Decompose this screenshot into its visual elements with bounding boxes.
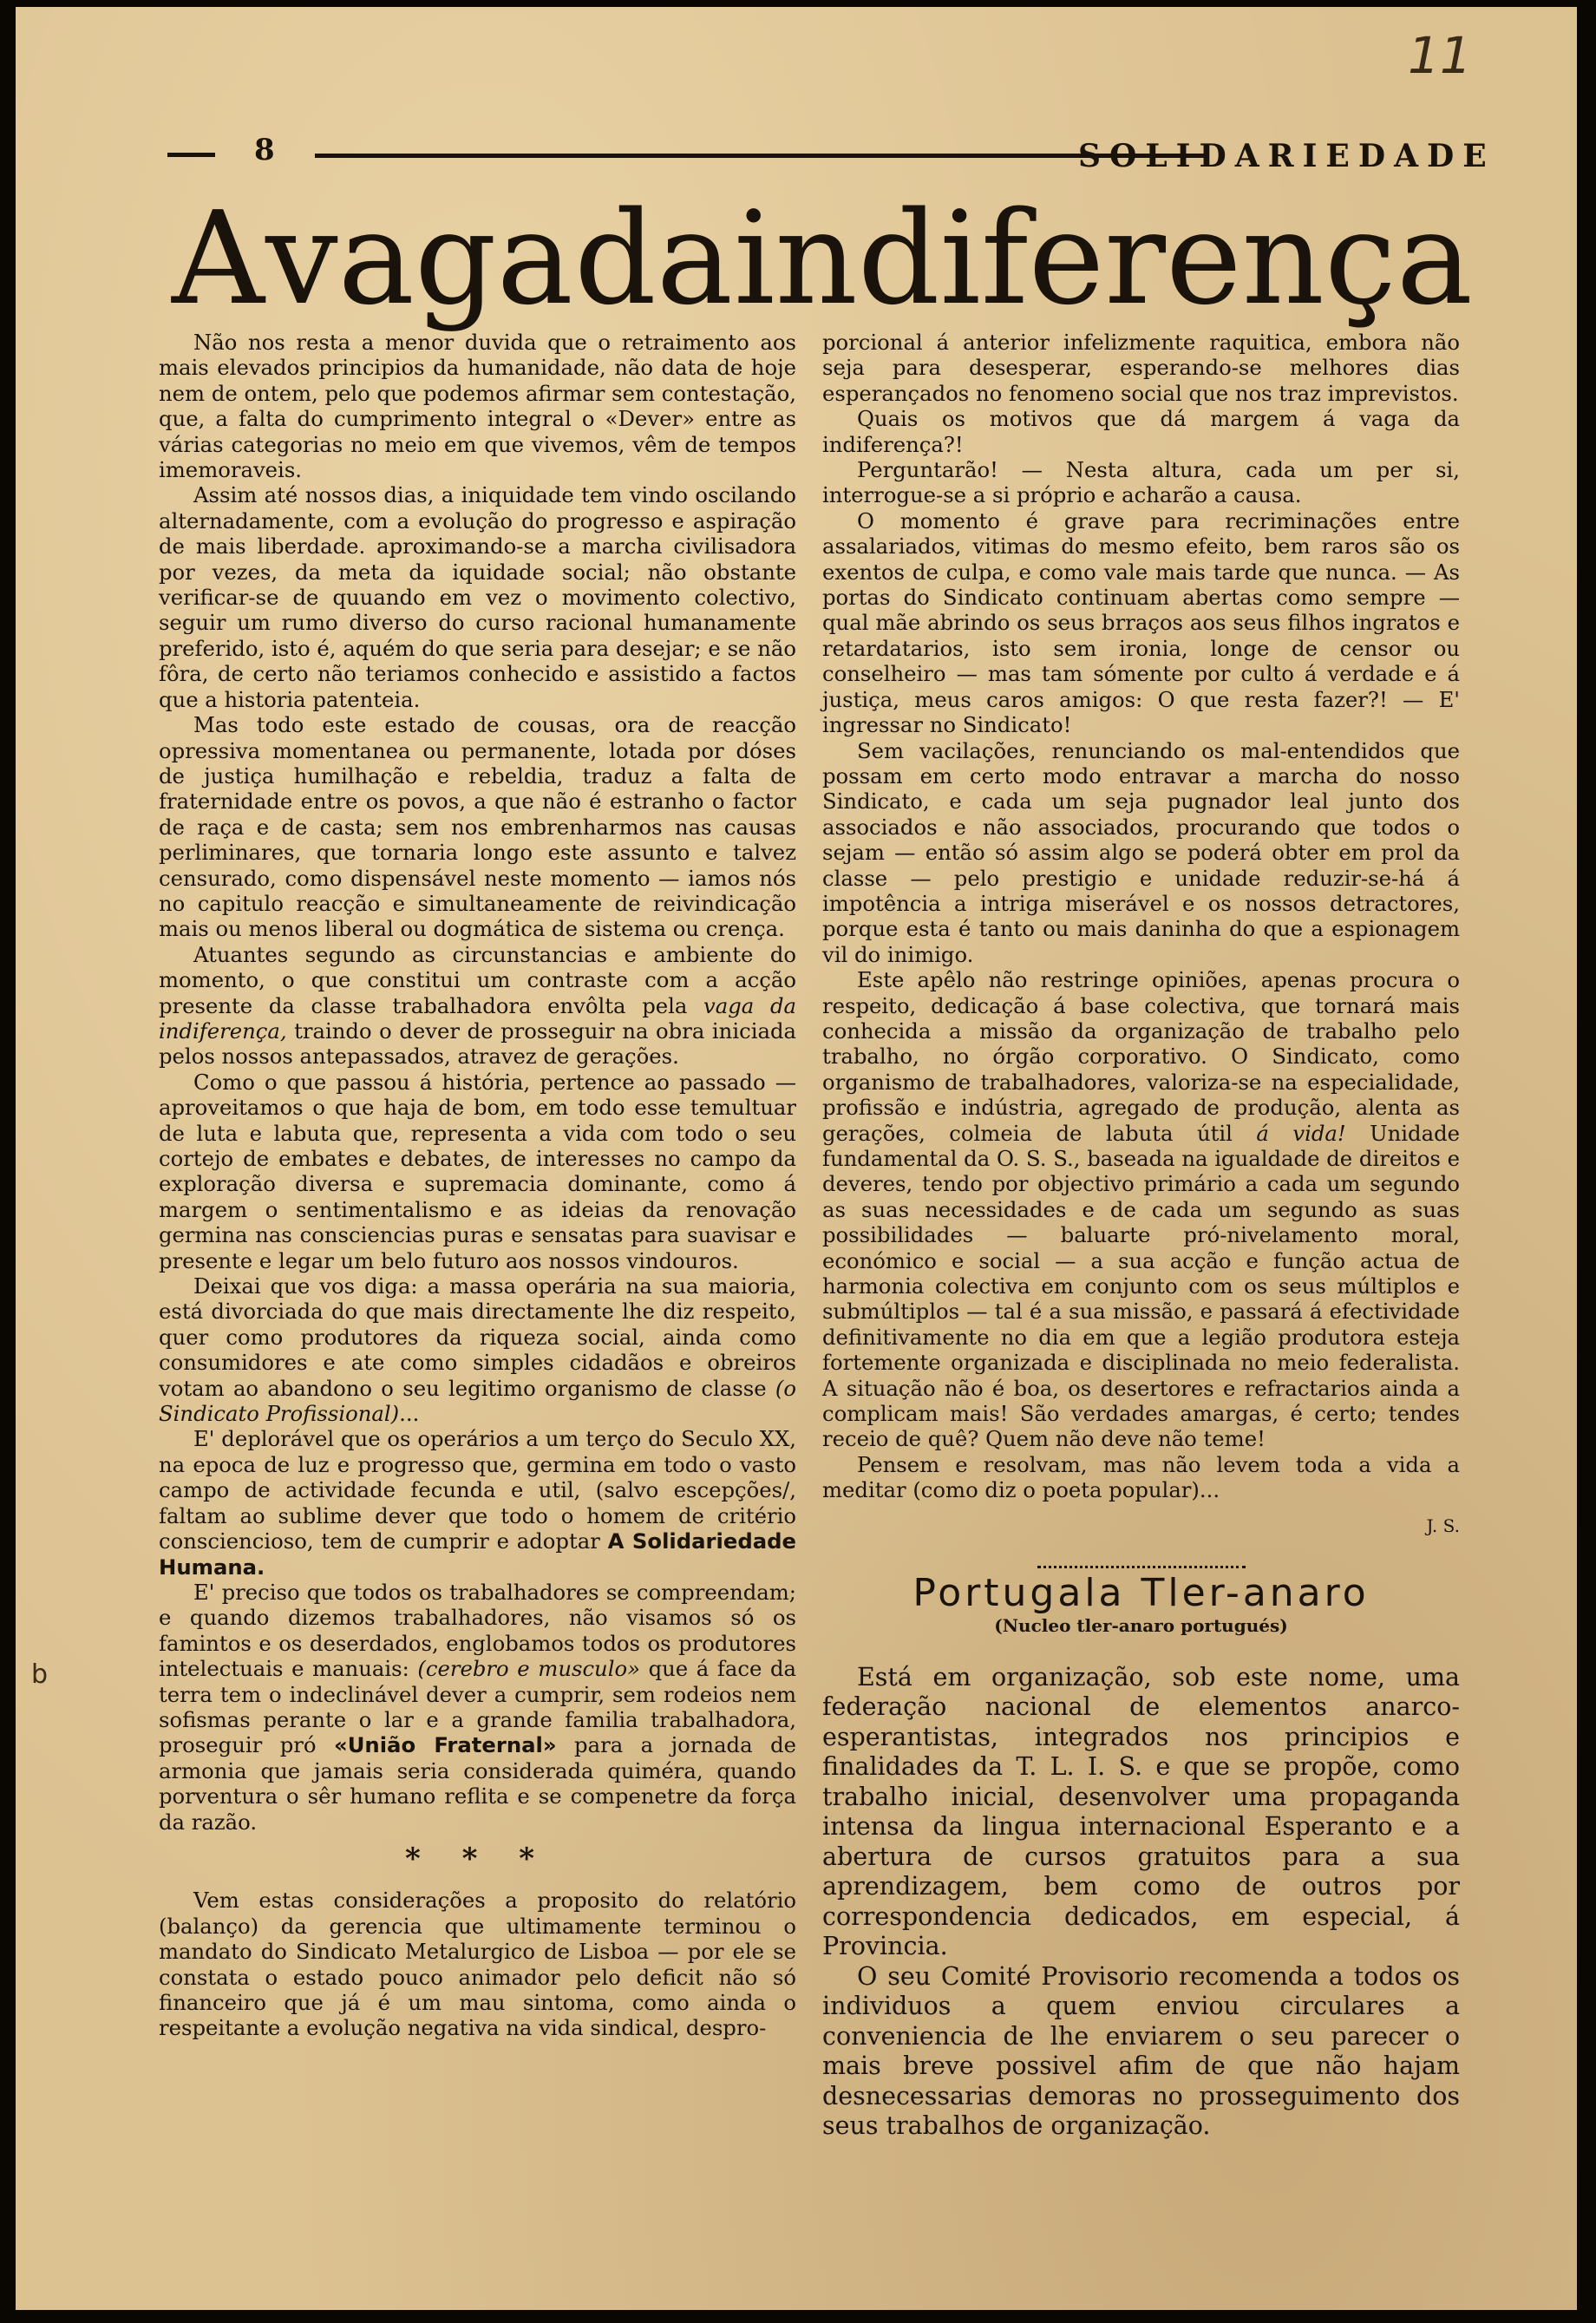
publication-name: SOLIDARIEDADE bbox=[1078, 138, 1495, 174]
paragraph: Está em organização, sob este nome, uma federação nacional de elementos anarco-esperantistas, integrados nos principios e finalidades da T. L. I. S. e que se propõe, como trabalho inicial, desenvolver uma propaganda intensa da lingua internacional Esperanto e a abertura de cursos gratuitos para a sua aprendizagem, bem como de outros por correspondencia dedicados, em especial, á Provincia. bbox=[822, 1662, 1460, 1961]
title-word: indiferença bbox=[734, 184, 1473, 333]
header-rule bbox=[315, 154, 1204, 158]
paragraph: O momento é grave para recriminações entre assalariados, vitimas do mesmo efeito, bem raros são os exentos de culpa, e como vale mais tarde que nunca. — As portas do Sindicato continuam abertas como sempre — qual mãe abrindo os seus brraços aos seus filhos ingratos e retardatarios, isto sem ironia, longe de censor ou conselheiro — mas tam sómente por culto á verdade e á justiça, meus caros amigos: O que resta fazer?! — E' ingressar no Sindicato! bbox=[822, 507, 1460, 738]
paragraph: Mas todo este estado de cousas, ora de reacção opressiva momentanea ou permanente, lotada por dóses de justiça humilhação e rebeldia, traduz a falta de fraternidade entre os povos, a que não é estranho o factor de raça e de casta; sem nos embrenharmos nas causas perliminares, que tornaria longo este assunto e talvez censurado, como dispensável neste momento — iamos nós no capitulo reacção e simultaneamente de reivindicação mais ou menos liberal ou dogmática de sistema ou crença. bbox=[159, 712, 796, 942]
article-right-column bbox=[822, 330, 1460, 2142]
section-subtitle: (Nucleo tler-anaro portugués) bbox=[994, 1614, 1288, 1636]
header-dash bbox=[167, 153, 215, 157]
paragraph: Assim até nossos dias, a iniquidade tem vindo oscilando alternadamente, com a evolução do progresso e aspiração de mais liberdade. aproximando-se a marcha civilisadora por vezes, da meta da iquidade social; não obstante verificar-se de quuando em vez o movimento colectivo, seguir um rumo diverso do curso racional humanamente preferido, isto é, aquém do que seria para desejar; e se não fôra, de certo não teriamos conhecido e assistido a factos que a historia patenteia. bbox=[159, 482, 796, 712]
title-word: vaga bbox=[265, 184, 573, 333]
paragraph: Como o que passou á história, pertence ao passado — aproveitamos o que haja de bom, em todo esse temultuar de luta e labuta que, representa a vida com todo o seu cortejo de embates e debates, de interesses no campo da exploração diversa e supremacia dominante, como á margem o sentimentalismo e as ideias da renovação germina nas consciencias puras e sensatas para suavisar e presente e legar um belo futuro aos nossos vindouros. bbox=[159, 1069, 796, 1273]
wavy-divider bbox=[822, 1549, 1460, 1574]
paragraph: porcional á anterior infelizmente raquitica, embora não seja para desesperar, esperando-se melhores dias esperançados no fenomeno social que nos traz imprevistos. bbox=[822, 330, 1460, 406]
article-left-column bbox=[159, 330, 796, 2041]
paragraph: Este apêlo não restringe opiniões, apenas procura o respeito, dedicação á base colectiva, que tornará mais conhecida a missão da organização de trabalho pelo trabalho, no órgão corporativo. O Sindicato, como organismo de trabalhadores, valoriza-se na especialidade, profissão e indústria, agregado de produção, alenta as gerações, colmeia de labuta útil á vida! Unidade fundamental da O. S. S., baseada na igualdade de direitos e deveres, tendo por objectivo primário a cada um segundo as suas necessidades e de cada um segundo as suas possibilidades — baluarte pró-nivelamento moral, económico e social — a sua acção e função actua de harmonia colectiva em conjunto com os seus múltiplos e submúltiplos — tal é a sua missão, e passará á efectividade definitivamente no dia em que a legião produtora esteja fortemente organizada e disciplinada no meio federalista. A situação não é boa, os desertores e refractarios ainda a complicam mais! São verdades amargas, é certo; tendes receio de quê? Quem não deve não teme! bbox=[822, 967, 1460, 1452]
title-word: A bbox=[172, 184, 265, 333]
paragraph: Vem estas considerações a proposito do relatório (balanço) da gerencia que ultimamente terminou o mandato do Sindicato Metalurgico de Lisboa — por ele se constata o estado pouco animador pelo deficit não só financeiro que já é um mau sintoma, como ainda o respeitante a evolução negativa na vida sindical, despro- bbox=[159, 1888, 796, 2041]
paragraph: E' preciso que todos os trabalhadores se compreendam; e quando dizemos trabalhadores, não visamos só os famintos e os deserdados, englobamos todos os produtores intelectuais e manuais: (cerebro e musculo» que á face da terra tem o indeclinável dever a cumprir, sem rodeios nem sofismas perante o lar e a grande familia trabalhadora, proseguir pró «União Fraternal» para a jornada de armonia que jamais seria considerada quiméra, quando porventura o sêr humano reflita e se compenetre da força da razão. bbox=[159, 1579, 797, 1835]
page-number: 8 bbox=[254, 133, 275, 167]
paragraph: Não nos resta a menor duvida que o retraimento aos mais elevados principios da humanidade, não data de hoje nem de ontem, pelo que podemos afirmar sem contestação, que, a falta do cumprimento integral o «Dever» entre as várias categorias no meio em que vivemos, vêm de tempos imemoraveis. bbox=[159, 330, 796, 483]
section-title: Portugala Tler-anaro bbox=[912, 1571, 1370, 1616]
margin-pencil-mark: b bbox=[31, 1659, 49, 1690]
page-header bbox=[167, 133, 1495, 176]
title-word: da bbox=[574, 184, 733, 333]
paragraph: Perguntarão! — Nesta altura, cada um per si, interrogue-se a si próprio e acharão a causa. bbox=[822, 457, 1460, 508]
article-title bbox=[172, 185, 1473, 332]
paragraph: Atuantes segundo as circunstancias e ambiente do momento, o que constitui um contraste com a acção presente da classe trabalhadora envôlta pela vaga da indiferença, traindo o dever de prosseguir na obra iniciada pelos nossos antepassados, atravez de gerações. bbox=[159, 941, 796, 1070]
handwritten-page-mark: 11 bbox=[1408, 26, 1472, 85]
article-signature: J. S. bbox=[1426, 1515, 1460, 1536]
section-separator: * * * bbox=[404, 1841, 550, 1876]
paragraph: O seu Comité Provisorio recomenda a todos os individuos a quem enviou circulares a conveniencia de lhe enviarem o seu parecer o mais breve possivel afim de que não hajam desnecessarias demoras no prosseguimento dos seus trabalhos de organização. bbox=[822, 1961, 1460, 2141]
paragraph: Deixai que vos diga: a massa operária na sua maioria, está divorciada do que mais directamente lhe diz respeito, quer como produtores da riqueza social, ainda como consumidores e ate como simples cidadãos e obreiros votam ao abandono o seu legitimo organismo de classe (o Sindicato Profissional)... bbox=[159, 1273, 796, 1427]
paragraph: Quais os motivos que dá margem á vaga da indiferença?! bbox=[822, 406, 1460, 457]
paragraph: Sem vacilações, renunciando os mal-entendidos que possam em certo modo entravar a marcha do nosso Sindicato, e cada um seja pugnador leal junto dos associados e não associados, procurando que todos o sejam — então só assim algo se poderá obter em prol da classe — pelo prestigio e unidade reduzir-se-há á impotência a intriga miserável e os nossos detractores, porque esta é tanto ou mais daninha do que a espionagem vil do inimigo. bbox=[822, 737, 1460, 967]
newspaper-page bbox=[16, 7, 1577, 2310]
paragraph: Pensem e resolvam, mas não levem toda a vida a meditar (como diz o poeta popular)... bbox=[822, 1451, 1460, 1503]
paragraph: E' deplorável que os operários a um terço do Seculo XX, na epoca de luz e progresso que, germina em todo o vasto campo de actividade fecunda e util, (salvo escepções/, faltam ao sublime dever que todo o homem de critério consciencioso, tem de cumprir e adoptar A Solidariedade Humana. bbox=[159, 1426, 796, 1580]
